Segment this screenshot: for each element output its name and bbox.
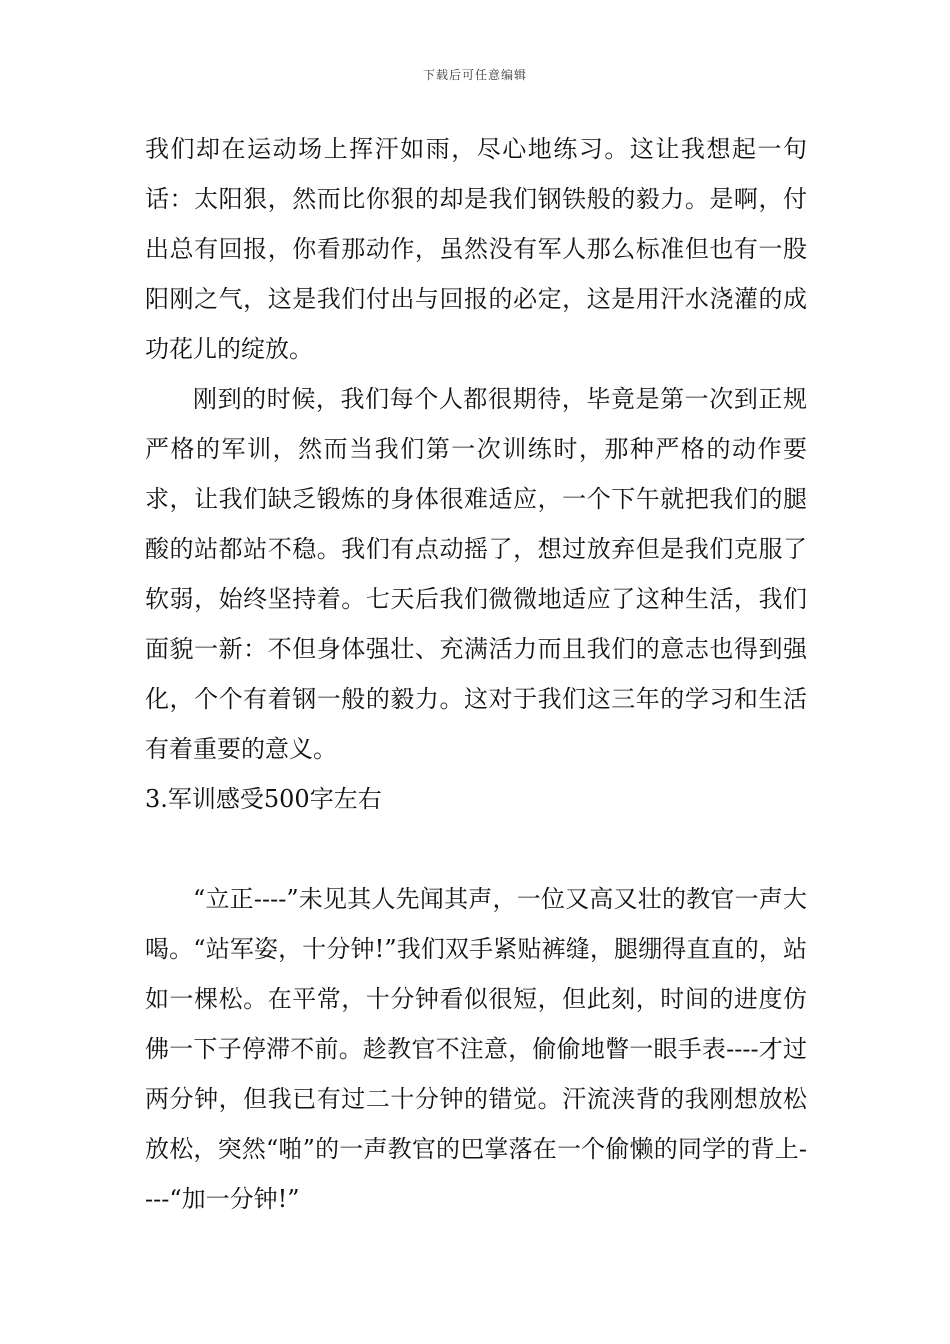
section-heading: 3.军训感受500字左右 — [145, 785, 382, 813]
blank-line — [145, 824, 807, 874]
paragraph-2: 刚到的时候，我们每个人都很期待，毕竟是第一次到正规严格的军训，然而当我们第一次训练时，那种严格的动作要求，让我们缺乏锻炼的身体很难适应，一个下午就把我们的腿酸的站都站不稳。我们有点动摇了，想过放弃但是我们克服了软弱，始终坚持着。七天后我们微微地适应了这种生活，我们面貌一新：不但身体强壮、充满活力而且我们的意志也得到强化，个个有着钢一般的毅力。这对于我们这三年的学习和生活有着重要的意义。 — [145, 385, 807, 763]
document-body — [145, 124, 807, 1224]
paragraph-3: “立正----”未见其人先闻其声，一位又高又壮的教官一声大喝。“站军姿，十分钟!”我们双手紧贴裤缝，腿绷得直直的，站如一棵松。在平常，十分钟看似很短，但此刻，时间的进度仿佛一下子停滞不前。趁教官不注意，偷偷地瞥一眼手表----才过两分钟，但我已有过二十分钟的错觉。汗流浃背的我刚想放松放松，突然“啪”的一声教官的巴掌落在一个偷懒的同学的背上----“加一分钟!” — [145, 885, 807, 1213]
paragraph-1: 我们却在运动场上挥汗如雨，尽心地练习。这让我想起一句话：太阳狠，然而比你狠的却是我们钢铁般的毅力。是啊，付出总有回报，你看那动作，虽然没有军人那么标准但也有一股阳刚之气，这是我们付出与回报的必定，这是用汗水浇灌的成功花儿的绽放。 — [145, 135, 807, 363]
page-header: 下载后可任意编辑 — [422, 68, 527, 82]
